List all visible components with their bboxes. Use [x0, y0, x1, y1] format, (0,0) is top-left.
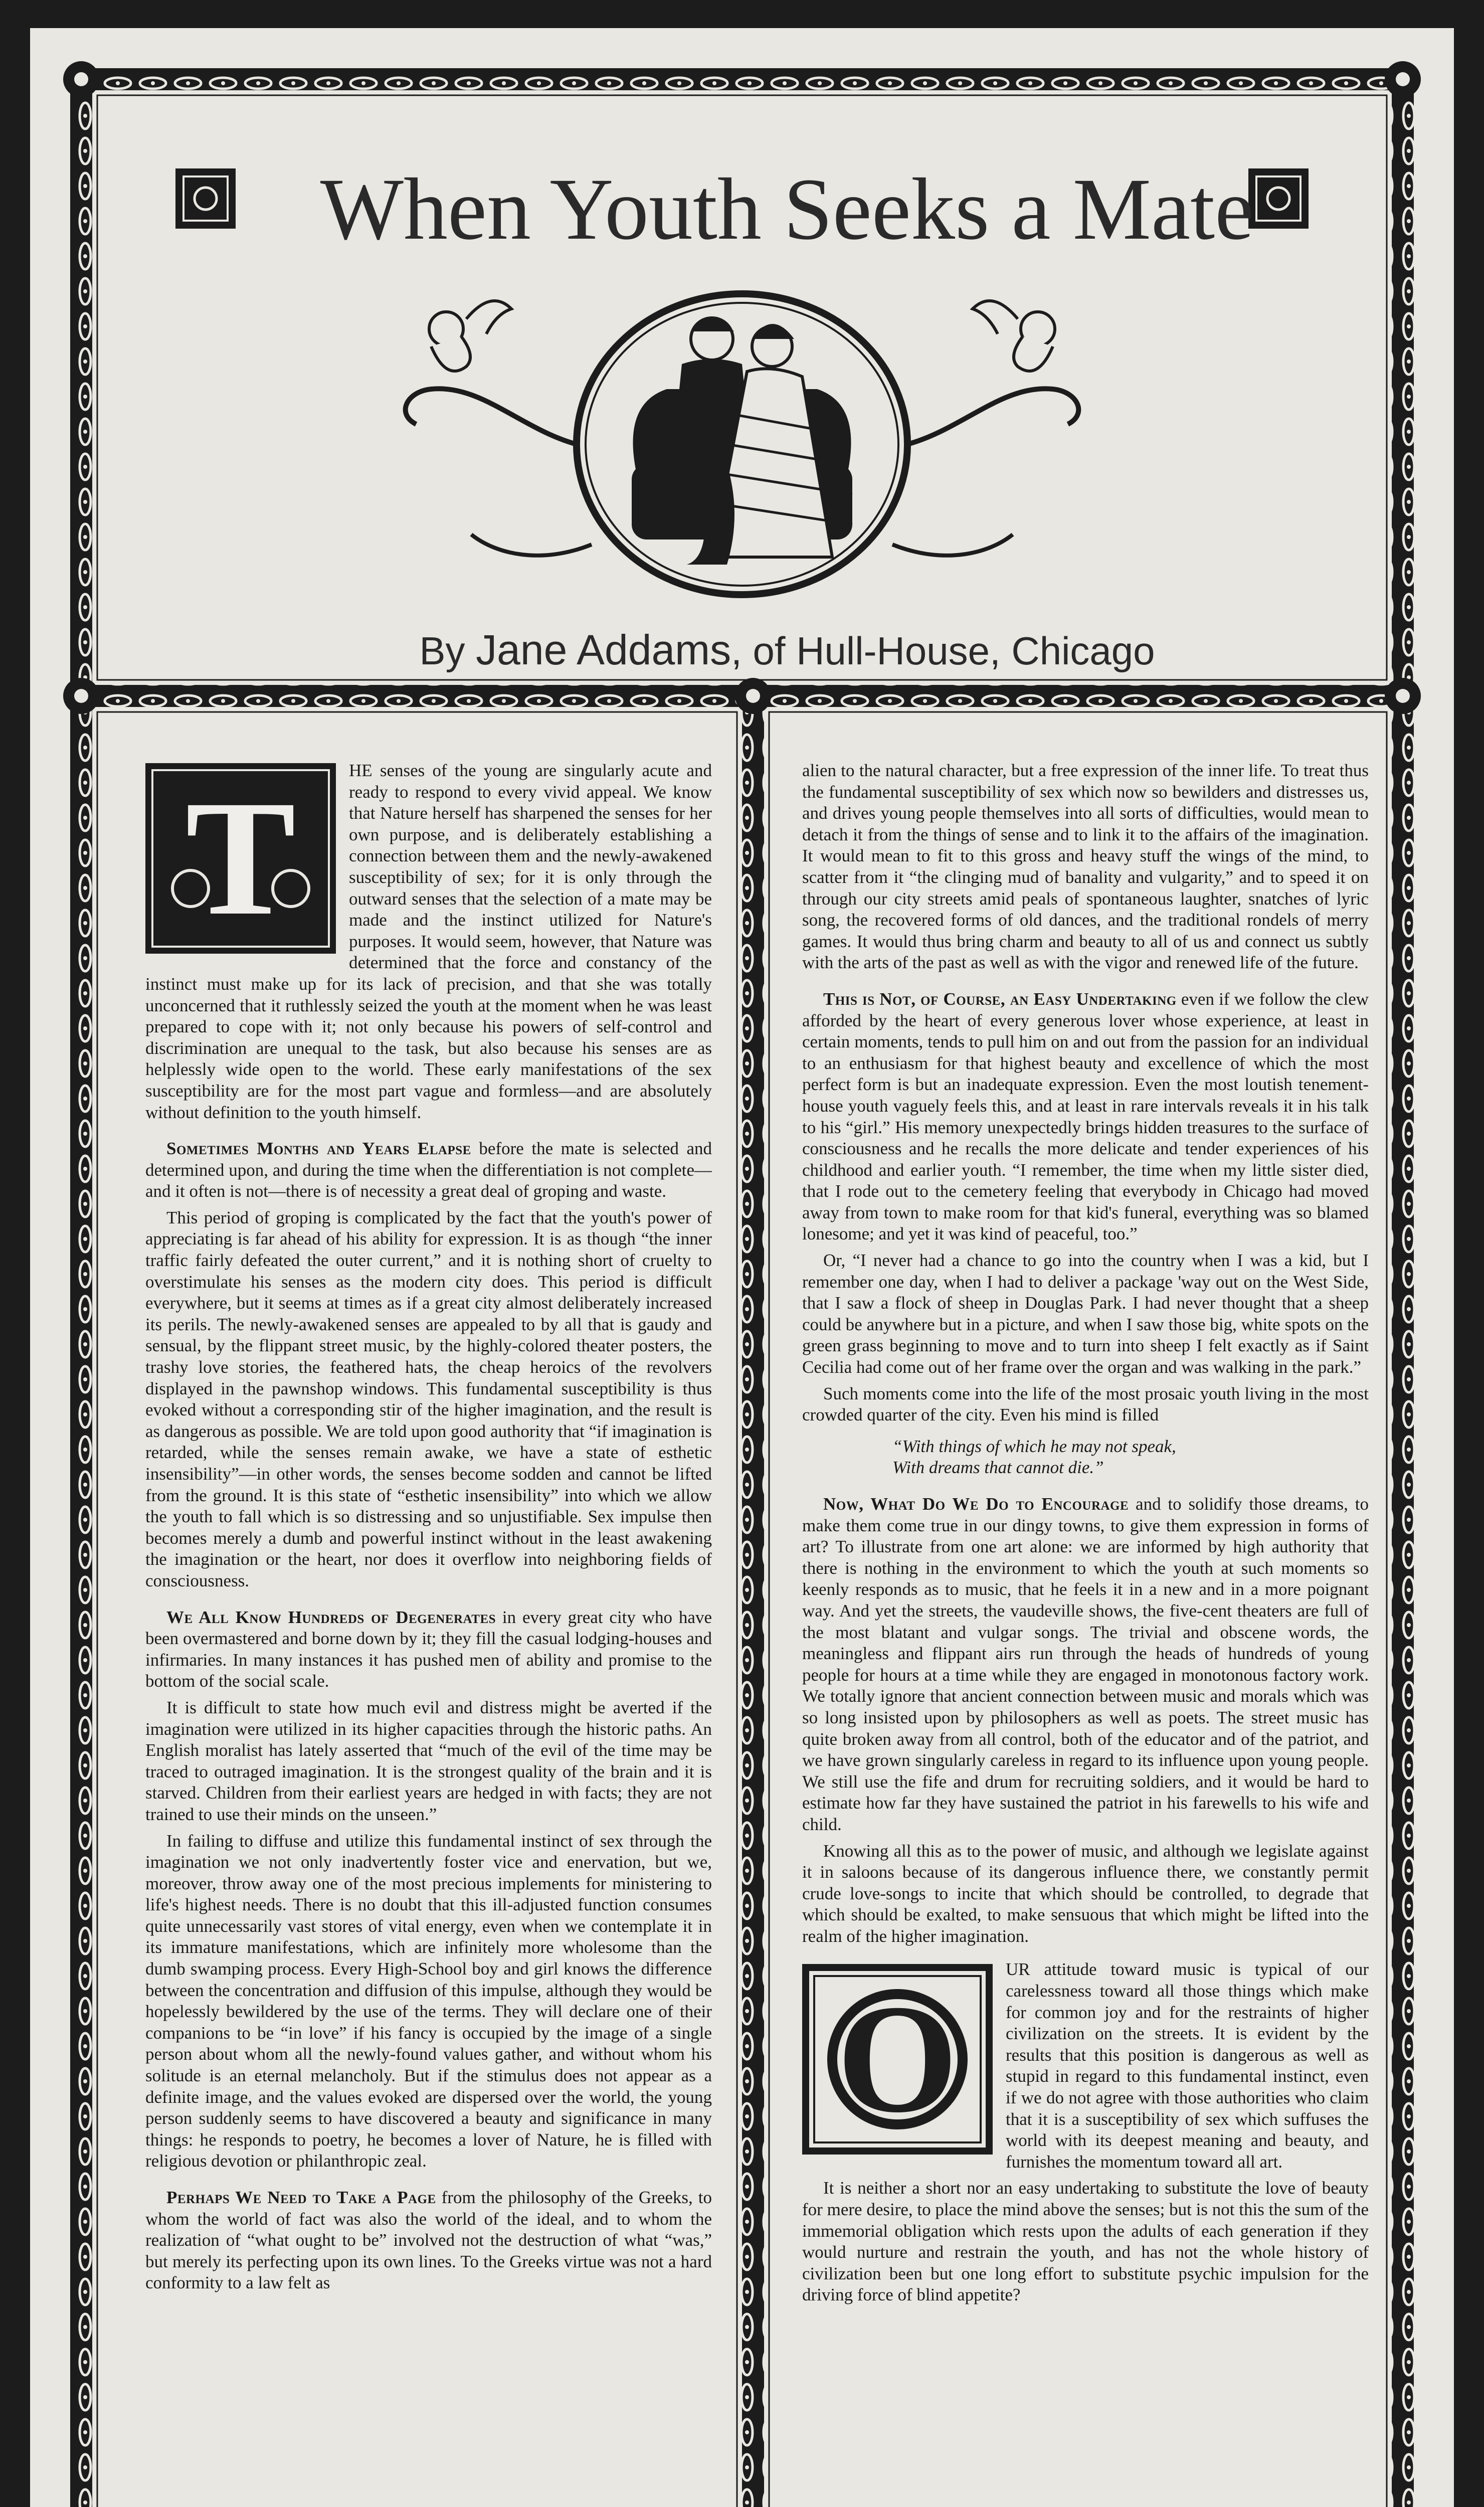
verse-line: With dreams that cannot die.” — [892, 1458, 1104, 1478]
article-column-left — [145, 760, 712, 2507]
section-lead: Perhaps We Need to Take a Page — [166, 2188, 436, 2207]
paragraph — [145, 2187, 712, 2294]
dropcap-o — [802, 1964, 993, 2155]
section-lead: Sometimes Months and Years Elapse — [166, 1139, 471, 1159]
couple-on-sofa-illustration — [331, 264, 1153, 615]
author-name: Jane Addams — [476, 626, 731, 673]
cherub-icon — [973, 301, 1055, 371]
byline-prefix: By — [419, 629, 476, 673]
verse-quote — [802, 1436, 1369, 1479]
paragraph: HE senses of the young are singularly acute and ready to respond to every vivid appeal. We know that Nature herself has sharpened the senses for her own purpose, and is deliberately establishing a connection between them and the newly-awakened susceptibility of sex; for it is only through the outward senses that the selection of a mate may be made and the instinct utilized for Nature's purposes. It would seem, however, that Nature was determined that the force and constancy of the instinct must make up for its lack of precision, and that she was totally unconcerned that it ruthlessly seized the youth at the moment when he was least prepared to cope with it; not only because his powers of self-control and discrimination are unequal to the task, but also because his senses are as helplessly wide open to the world. These early manifestations of the sex susceptibility are for the most part vague and formless—and are absolutely without definition to the youth himself. — [145, 761, 712, 1122]
paragraph: It is neither a short nor an easy undertaking to substitute the love of beauty for mere desire, to place the mind above the senses; but is not this the sum of the immemorial obligation which rests upon the adults of each generation if they would nurture and restrain the youth, and has not the whole history of civilization been but one long effort to substitute psychic impulsion for the driving force of blind appetite? — [802, 2178, 1369, 2305]
section-lead: Now, What Do We Do to Encourage — [823, 1494, 1129, 1514]
dropcap-letter: T — [185, 767, 296, 950]
paragraph: It is difficult to state how much evil and distress might be averted if the imagination were utilized in its higher capacities through the historic paths. An English moralist has lately asserted that “much of the evil of the time may be traced to outraged imagination. It is the strongest quality of the brain and it is starved. Children from their earliest years are hedged in with facts; they are not trained to use their minds on the unseen.” — [145, 1697, 712, 1824]
section-lead: We All Know Hundreds of Degenerates — [166, 1607, 496, 1627]
author-affiliation: , of Hull-House, Chicago — [731, 629, 1155, 673]
paragraph-text: and to solidify those dreams, to make them come true in our dingy towns, to give them expression in forms of art? To illustrate from one art alone: we are informed by high authority that there is nothing in the environment to which the youth at such moments so keenly responds as to music, that he feels it in a new and in a more poignant way. And yet the streets, the vaudeville shows, the five-cent theaters are full of the most blatant and vulgar songs. The trivial and obscene words, the meaningless and flippant airs run through the heads of hundreds of young people for hours at a time while they are engaged in monotonous factory work. We totally ignore that ancient connection between music and morals which was so long insisted upon by philosophers as well as poets. The street music has quite broken away from all control, both of the educator and of the patriot, and we have grown singularly careless in regard to its influence upon young people. We still use the fife and drum for recruiting soldiers, and it would be hard to estimate how far they have sustained the patriot in his farewells to his wife and child. — [802, 1494, 1369, 1834]
paragraph: Such moments come into the life of the most prosaic youth living in the most crowded quarter of the city. Even his mind is filled — [802, 1383, 1369, 1425]
paragraph — [145, 1607, 712, 1692]
paragraph — [802, 989, 1369, 1245]
article-column-right — [802, 760, 1369, 2507]
square-ornament-icon — [175, 168, 236, 229]
dropcap-t — [145, 763, 336, 954]
article-byline — [381, 625, 1193, 676]
article-title: When Youth Seeks a Mate — [320, 160, 1254, 258]
paragraph: In failing to diffuse and utilize this fundamental instinct of sex through the imagination we not only inadvertently foster vice and enervation, but we, moreover, throw away one of the most precious implements for ministering to life's highest needs. There is no doubt that this ill-adjusted function consumes quite unnecessarily vast stores of vital energy, even when we contemplate it in its immature manifestations, which are infinitely more wholesome than the dumb swamping process. Every High-School boy and girl knows the difference between the concentration and diffusion of this impulse, although they would be hopelessly bewildered by the use of the terms. They will declare one of their companions to be “in love” if his fancy is occupied by the image of a single person about whom all the newly-found values gather, and without whom his solitude is an eternal melancholy. But if the stimulus does not appear as a definite image, and the values evoked are dispersed over the world, the young person suddenly seems to have discovered a beauty and significance in many things: he responds to poetry, he becomes a lover of Nature, he is filled with religious devotion or philanthropic zeal. — [145, 1831, 712, 2171]
paragraph: Or, “I never had a chance to go into the country when I was a kid, but I remember one day, when I had to deliver a package 'way out on the West Side, that I saw a flock of sheep in Douglas Park. I had never thought that a sheep could be anywhere but in a picture, and when I saw those big, white spots on the green grass beginning to move and to turn into sheep I felt exactly as if Saint Cecilia had come out of her frame over the organ and was walking in the park.” — [802, 1250, 1369, 1377]
dropcap-letter: O — [837, 1973, 958, 2145]
paragraph — [802, 1494, 1369, 1836]
paragraph — [145, 1138, 712, 1202]
paragraph: UR attitude toward music is typical of our carelessness toward all those things which make for common joy and for the restraints of higher civilization on the streets. It is evident by the results that this position is dangerous as well as stupid in regard to this fundamental instinct, even if we do not agree with those authorities who claim that it is a susceptibility of sex which suffuses the world with its deepest meaning and beauty, and furnishes the momentum toward all art. — [1006, 1959, 1369, 2172]
cherub-icon — [429, 301, 511, 371]
paragraph-text: before the mate is selected and determined upon, and during the time when the differentiation is not complete—and it often is not—there is of necessity a great deal of groping and waste. — [145, 1139, 712, 1201]
paragraph: Knowing all this as to the power of music, and although we legislate against it in saloons because of its dangerous influence there, we constantly permit crude love-songs to incite that which should be controlled, to degrade that which should be exalted, to make sensuous that which might be lifted into the realm of the higher imagination. — [802, 1841, 1369, 1946]
paragraph: alien to the natural character, but a free expression of the inner life. To treat thus the fundamental susceptibility of sex which now so bewilders and distresses us, and drives young people themselves into all sorts of difficulties, would mean to detach it from the things of sense and to link it to the affairs of the imagination. It would mean to fit to this gross and heavy stuff the wings of the mind, to scatter from it “the clinging mud of banality and vulgarity,” and to speed it on through our city streets amid peals of spontaneous laughter, snatches of lyric song, the recovered forms of old dances, and the traditional rondels of merry games. It would thus bring charm and beauty to all of us and connect us subtly with the arts of the past as well as with the vigor and renewed life of the future. — [802, 761, 1369, 973]
paragraph: This period of groping is complicated by the fact that the youth's power of appreciating is far ahead of his ability for expression. It is as though “the inner traffic fairly defeated the outer current,” and it is nothing short of cruelty to overstimulate his senses as the modern city does. This period is difficult everywhere, but it seems at times as if a great city almost deliberately increased its perils. The newly-awakened senses are appealed to by all that is gaudy and sensual, by the flippant street music, by the highly-colored theater posters, the trashy love stories, the feathered hats, the cheap heroics of the revolvers displayed in the pawnshop windows. This fundamental susceptibility is thus evoked without a corresponding stir of the higher imagination, and the result is as dangerous as possible. We are told upon good authority that “if imagination is retarded, while the senses remain awake, we have a state of esthetic insensibility”—in other words, the senses become sodden and cannot be lifted from the ground. It is this state of “esthetic insensibility” into which we allow the youth to fall which is so distressing and so unjustifiable. Sex impulse then becomes merely a dumb and powerful instinct without in the least awakening the imagination or the heart, nor does it overflow into neighboring fields of consciousness. — [145, 1207, 712, 1590]
paragraph-text: in every great city who have been overmastered and borne down by it; they fill the casual lodging-houses and infirmaries. In many instances it has pushed men of ability and promise to the bottom of the social scale. — [145, 1607, 712, 1691]
paragraph-text: from the philosophy of the Greeks, to whom the world of fact was also the world of the ideal, and to whom the realization of “what ought to be” involved not the destruction of what “was,” but merely its perfecting upon its own lines. To the Greeks virtue was not a hard conformity to a law felt as — [145, 2188, 712, 2293]
verse-line: “With things of which he may not speak, — [892, 1436, 1176, 1456]
paragraph-text: even if we follow the clew afforded by the heart of every generous lover whose experience, at least in certain moments, tends to pull him on and out from the passion for an individual to an enthusiasm for that highest beauty and excellence of which the most perfect form is but an inadequate expression. Even the most loutish tenement-house youth vaguely feels this, and at least in rare intervals reveals it in his talk to his “girl.” His memory unexpectedly brings hidden treasures to the surface of consciousness and he recalls the more delicate and tender experiences of his childhood and earlier youth. “I remember, the time when my little sister died, that I rode out to the cemetery feeling that everybody in Chicago had moved away from town to make room for that kid's funeral, everything was so blamed lonesome; and yet it was kind of peaceful, too.” — [802, 989, 1369, 1244]
newspaper-page — [30, 28, 1454, 2507]
section-lead: This is Not, of Course, an Easy Undertaking — [823, 989, 1177, 1009]
